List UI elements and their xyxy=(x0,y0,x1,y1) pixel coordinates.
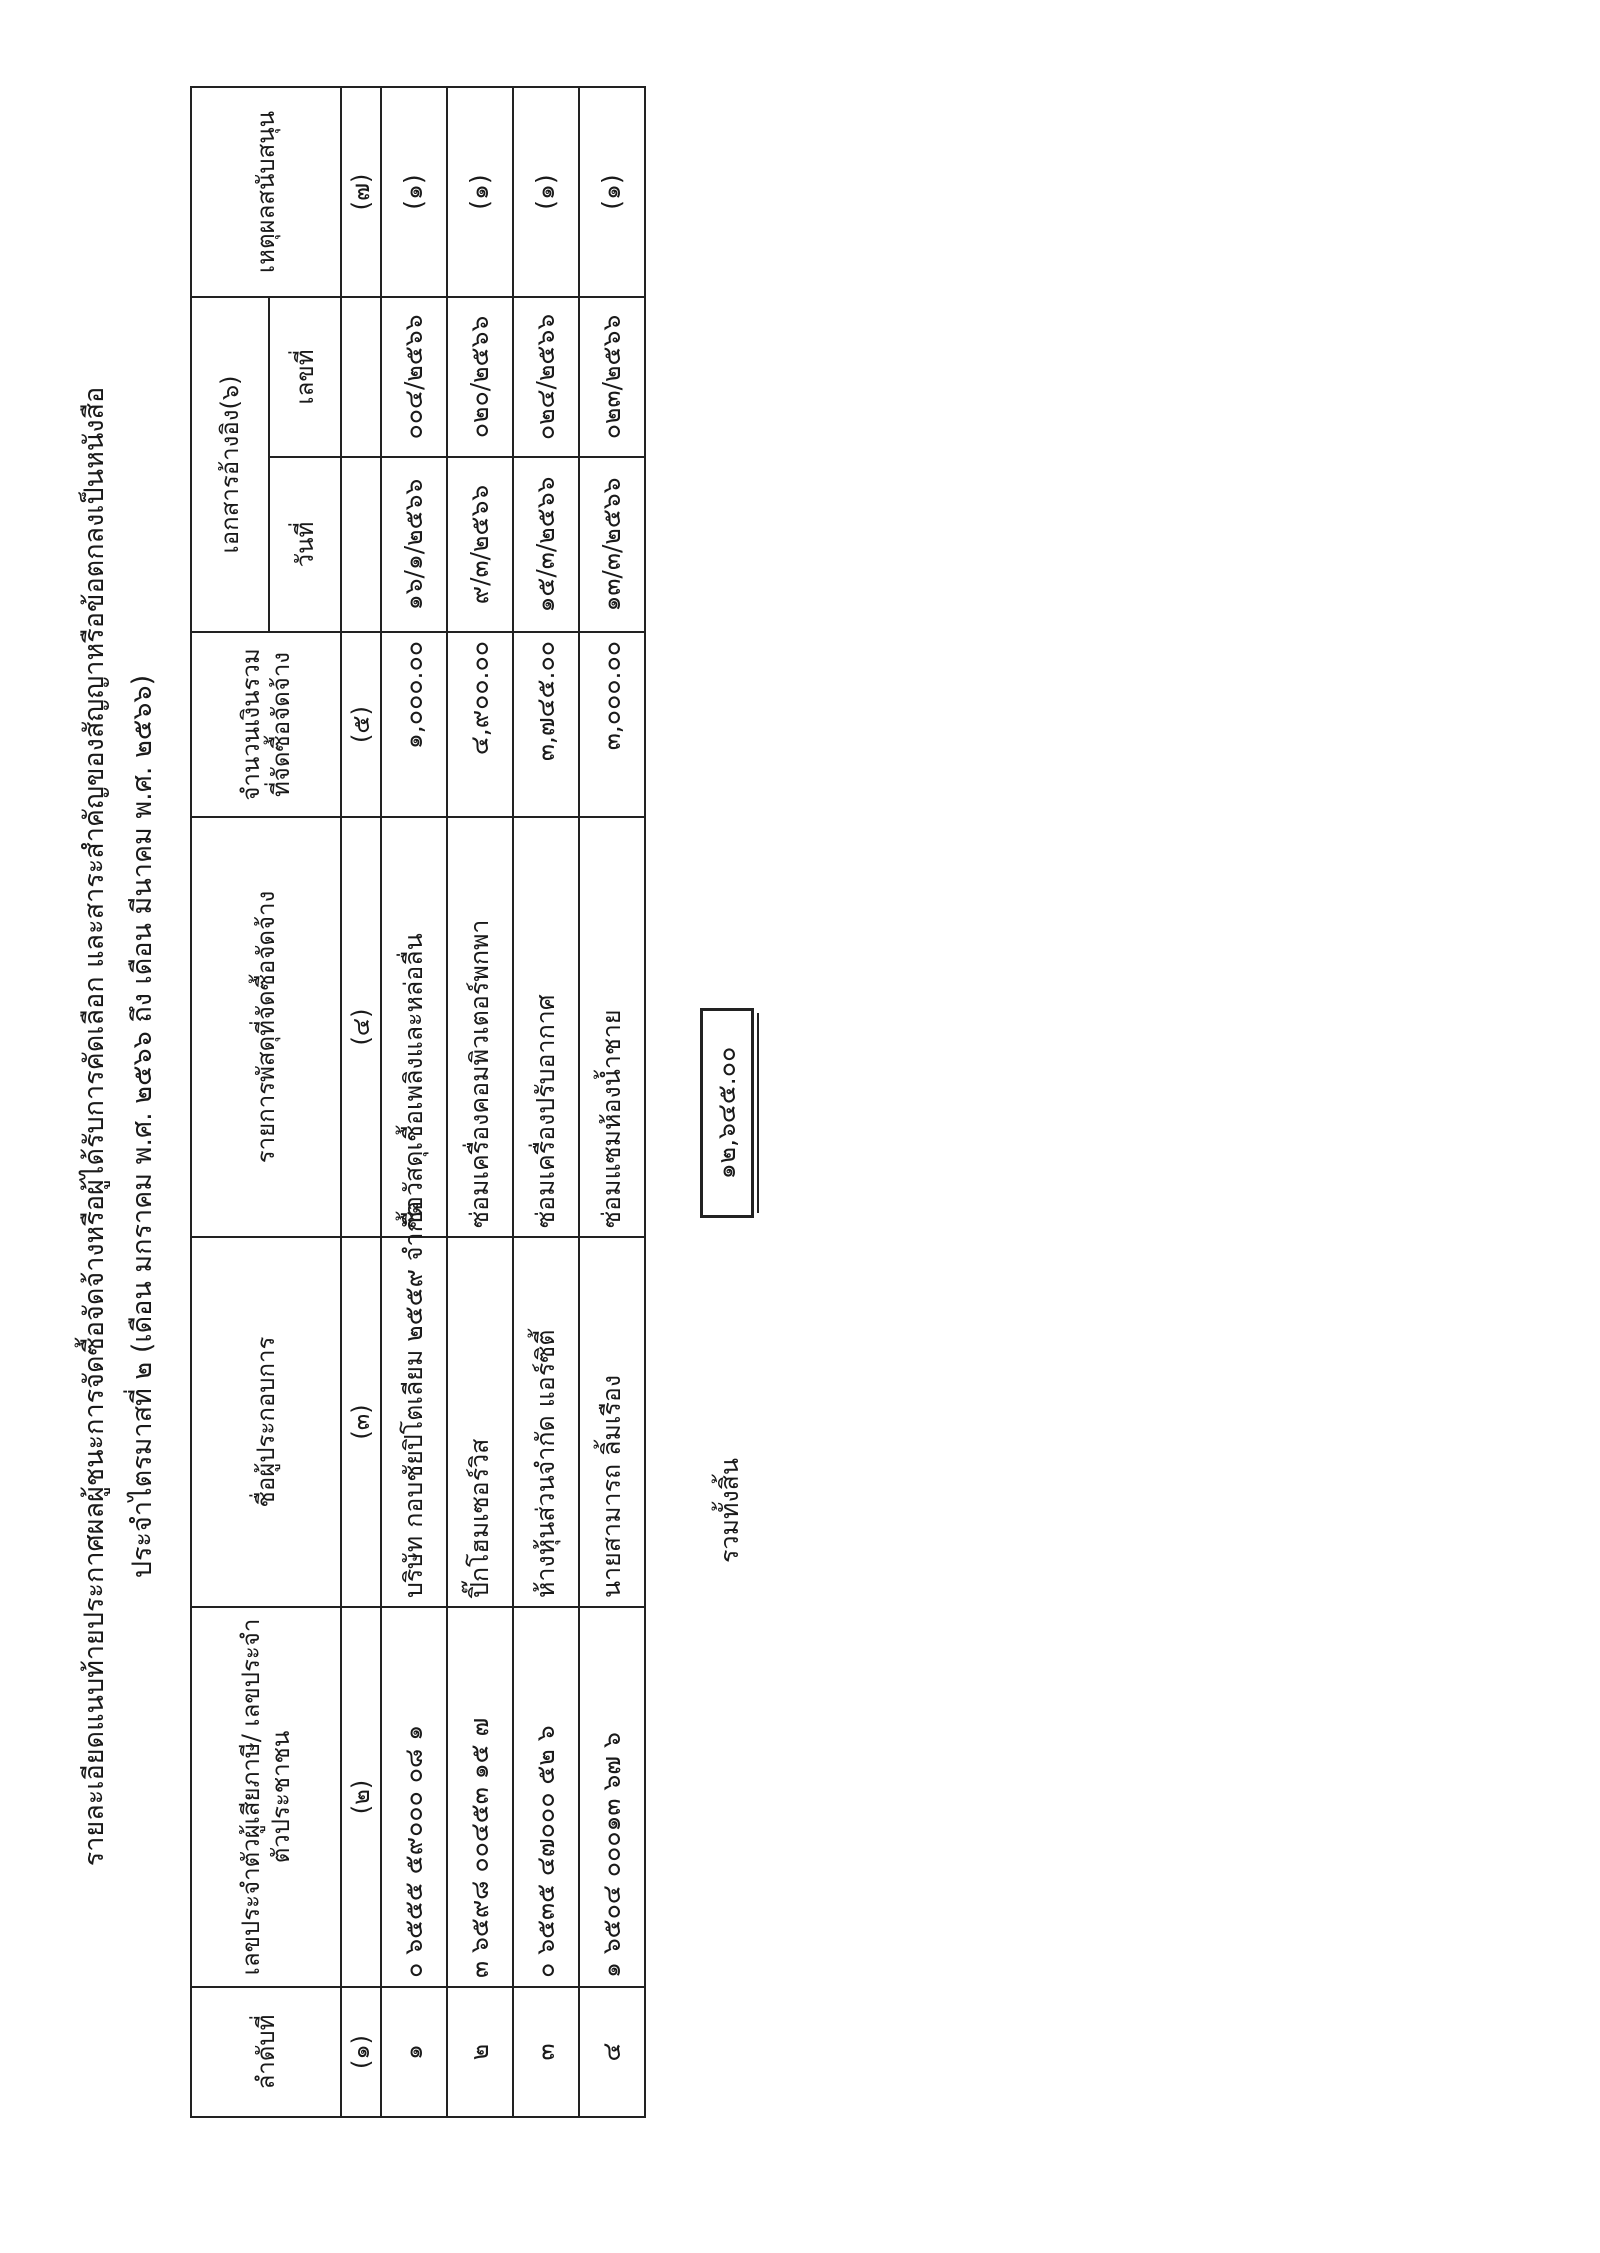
cell-number: ๐๒๔/๒๕๖๖ xyxy=(513,297,579,457)
cell-date: ๑๕/๓/๒๕๖๖ xyxy=(513,457,579,632)
header-num-6b xyxy=(341,297,381,457)
header-num-6a xyxy=(341,457,381,632)
header-row xyxy=(191,87,269,2117)
cell-seq: ๔ xyxy=(579,1987,645,2117)
cell-item: ซ่อมเครื่องคอมพิวเตอร์พกพา xyxy=(447,817,513,1237)
cell-date: ๙/๓/๒๕๖๖ xyxy=(447,457,513,632)
total-label: รวมทั้งสิ้น xyxy=(715,1458,744,1563)
cell-taxid: ๐ ๖๕๓๕ ๔๗๐๐๐ ๕๒ ๖ xyxy=(513,1607,579,1987)
header-vendor: ชื่อผู้ประกอบการ xyxy=(191,1237,341,1607)
cell-seq: ๑ xyxy=(381,1987,447,2117)
table-row xyxy=(447,87,513,2117)
header-number-row xyxy=(341,87,381,2117)
header-reason: เหตุผลสนับสนุน xyxy=(191,87,341,297)
cell-seq: ๓ xyxy=(513,1987,579,2117)
header-amount: จำนวนเงินรวมที่จัดซื้อจัดจ้าง xyxy=(191,632,341,817)
total-amount: ๑๒,๖๔๕.๐๐ xyxy=(700,1008,754,1218)
cell-vendor: บริษัท กอบชัยปิโตเลียม ๒๕๕๙ จำกัด xyxy=(381,1237,447,1607)
cell-taxid: ๐ ๖๕๕๕ ๕๙๐๐๐ ๐๘ ๑ xyxy=(381,1607,447,1987)
cell-date: ๑๖/๑/๒๕๖๖ xyxy=(381,457,447,632)
cell-amount: ๓,๐๐๐.๐๐ xyxy=(579,632,645,817)
cell-reason: (๑) xyxy=(447,87,513,297)
procurement-table xyxy=(190,86,646,2118)
cell-amount: ๔,๙๐๐.๐๐ xyxy=(447,632,513,817)
cell-reason: (๑) xyxy=(579,87,645,297)
header-item: รายการพัสดุที่จัดซื้อจัดจ้าง xyxy=(191,817,341,1237)
cell-seq: ๒ xyxy=(447,1987,513,2117)
table-row xyxy=(579,87,645,2117)
header-num-4: (๔) xyxy=(341,817,381,1237)
cell-amount: ๑,๐๐๐.๐๐ xyxy=(381,632,447,817)
cell-taxid: ๓ ๖๕๙๘ ๐๐๔๕๓ ๑๕ ๗ xyxy=(447,1607,513,1987)
header-ref-date: วันที่ xyxy=(269,457,341,632)
table-row xyxy=(513,87,579,2117)
cell-item: ซ่อมแซมห้องน้ำชาย xyxy=(579,817,645,1237)
document-subtitle: ประจำไตรมาสที่ ๒ (เดือน มกราคม พ.ศ. ๒๕๖๖ ถึง เดือน มีนาคม พ.ศ. ๒๕๖๖) xyxy=(127,674,158,1579)
table-row xyxy=(381,87,447,2117)
document-title: รายละเอียดแนบท้ายประกาศผลผู้ชนะการจัดซื้อจัดจ้างหรือผู้ได้รับการคัดเลือก และสาระสำคัญของสัญญาหรือข้อตกลงเป็นหนังสือ xyxy=(79,386,110,1867)
cell-reason: (๑) xyxy=(381,87,447,297)
header-num-2: (๒) xyxy=(341,1607,381,1987)
total-double-underline xyxy=(757,1013,759,1213)
header-num-3: (๓) xyxy=(341,1237,381,1607)
header-num-7: (๗) xyxy=(341,87,381,297)
header-seq: ลำดับที่ xyxy=(191,1987,341,2117)
cell-number: ๐๒๐/๒๕๖๖ xyxy=(447,297,513,457)
cell-item: ซื้อวัสดุเชื้อเพลิงและหล่อลื่น xyxy=(381,817,447,1237)
cell-number: ๐๐๔/๒๕๖๖ xyxy=(381,297,447,457)
header-ref-no: เลขที่ xyxy=(269,297,341,457)
cell-vendor: ปิ๊กโฮมเซอร์วิส xyxy=(447,1237,513,1607)
cell-vendor: นายสามารถ ลิ้มเรือง xyxy=(579,1237,645,1607)
header-num-1: (๑) xyxy=(341,1987,381,2117)
cell-reason: (๑) xyxy=(513,87,579,297)
header-taxid: เลขประจำตัวผู้เสียภาษี/ เลขประจำตัวประชาชน xyxy=(191,1607,341,1987)
cell-number: ๐๒๓/๒๕๖๖ xyxy=(579,297,645,457)
header-num-5: (๕) xyxy=(341,632,381,817)
header-reference: เอกสารอ้างอิง(๖) xyxy=(191,297,269,632)
cell-item: ซ่อมเครื่องปรับอากาศ xyxy=(513,817,579,1237)
cell-amount: ๓,๗๔๕.๐๐ xyxy=(513,632,579,817)
cell-date: ๑๓/๓/๒๕๖๖ xyxy=(579,457,645,632)
cell-vendor: ห้างหุ้นส่วนจำกัด แอร์ซิตี้ xyxy=(513,1237,579,1607)
cell-taxid: ๑ ๖๕๐๔ ๐๐๐๑๓ ๖๗ ๖ xyxy=(579,1607,645,1987)
